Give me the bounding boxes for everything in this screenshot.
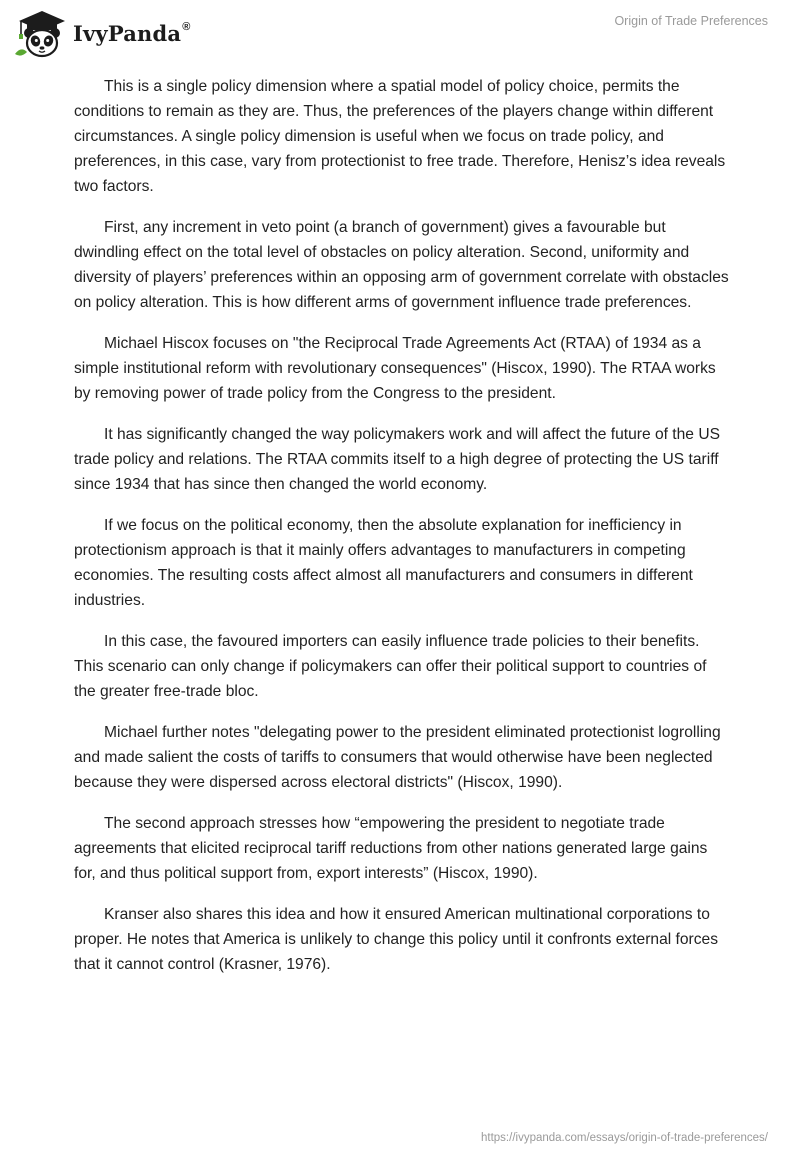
document-title: Origin of Trade Preferences — [614, 14, 768, 28]
registered-mark: ® — [182, 20, 191, 33]
paragraph: If we focus on the political economy, then the absolute explanation for inefficiency in protectionism approach is that it mainly offers advantages to manufacturers in competing economies. The resulting costs affect almost all manufacturers and consumers in different industries. — [74, 517, 693, 609]
panda-graduate-icon — [13, 8, 71, 60]
paragraph: In this case, the favoured importers can easily influence trade policies to their benefits. This scenario can only change if policymakers can offer their political support to countries of the greater free-trade bloc. — [74, 633, 707, 700]
paragraph: This is a single policy dimension where a spatial model of policy choice, permits the conditions to remain as they are. Thus, the preferences of the players change within different circumstances. A single policy dimension is useful when we focus on trade policy, and preferences, in this case, vary from protectionist to free trade. Therefore, Henisz’s idea reveals two factors. — [74, 78, 726, 195]
paragraph: Michael further notes "delegating power to the president eliminated protectionist logrolling and made salient the costs of tariffs to consumers that would otherwise have been neglected because they were dispersed across electoral districts" (Hiscox, 1990). — [74, 724, 721, 791]
essay-body — [74, 74, 730, 993]
paragraph: Michael Hiscox focuses on "the Reciprocal Trade Agreements Act (RTAA) of 1934 as a simple institutional reform with revolutionary consequences" (Hiscox, 1990). The RTAA works by removing power of trade policy from the Congress to the president. — [74, 335, 716, 402]
paragraph: The second approach stresses how “empowering the president to negotiate trade agreements that elicited reciprocal tariff reductions from other nations generated large gains for, and thus political support from, export interests” (Hiscox, 1990). — [74, 815, 708, 882]
source-url[interactable]: https://ivypanda.com/essays/origin-of-trade-preferences/ — [481, 1132, 768, 1144]
page-header — [0, 0, 800, 70]
paragraph: Kranser also shares this idea and how it ensured American multinational corporations to proper. He notes that America is unlikely to change this policy until it confronts external forces that it cannot control (Krasner, 1976). — [74, 906, 719, 973]
paragraph: First, any increment in veto point (a branch of government) gives a favourable but dwindling effect on the total level of obstacles on policy alteration. Second, uniformity and diversity of players’ preferences within an opposing arm of government correlate with obstacles on policy alteration. This is how different arms of government influence trade preferences. — [74, 219, 729, 311]
brand-name: IvyPanda® — [73, 20, 191, 46]
ivypanda-logo[interactable] — [13, 8, 191, 60]
paragraph: It has significantly changed the way policymakers work and will affect the future of the US trade policy and relations. The RTAA commits itself to a high degree of protecting the US tariff since 1934 that has since then changed the world economy. — [74, 426, 720, 493]
